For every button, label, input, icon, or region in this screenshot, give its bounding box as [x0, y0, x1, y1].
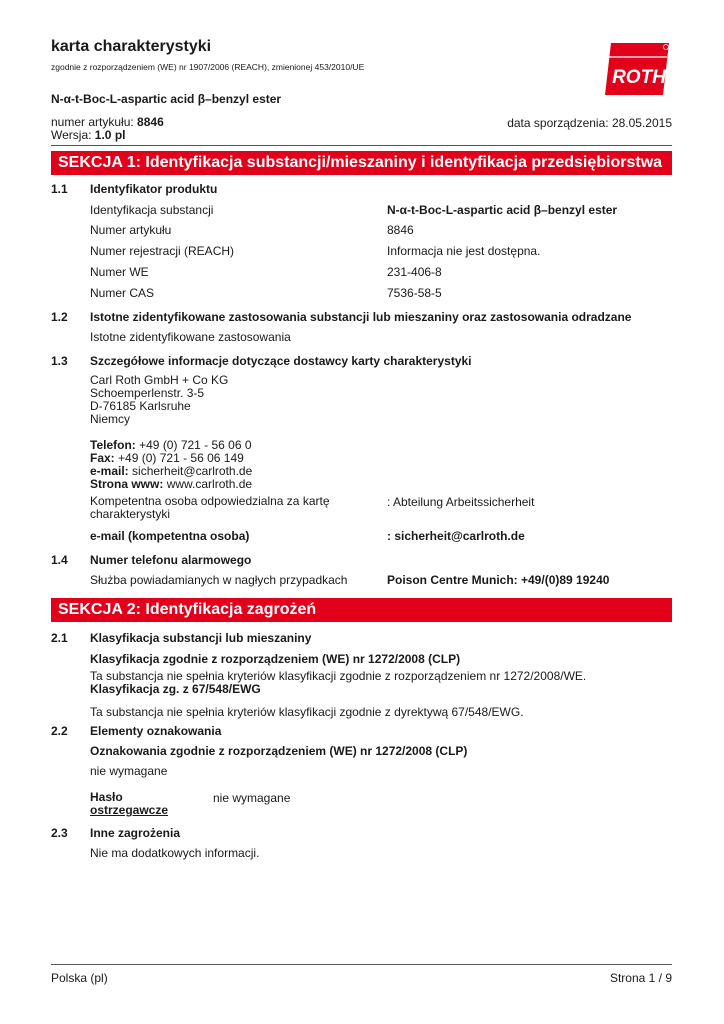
section-1-2-number: 1.2: [51, 310, 68, 324]
section-2-2-heading: Elementy oznakowania: [90, 724, 222, 738]
classification-block: [90, 670, 586, 696]
section-1-3-number: 1.3: [51, 354, 68, 368]
article-label: numer artykułu:: [51, 115, 134, 129]
emergency-service-label: Służba powiadamianych w nagłych przypadkach: [90, 573, 348, 587]
product-name: N-α-t-Boc-L-aspartic acid β–benzyl ester: [51, 92, 282, 106]
section-1-4-number: 1.4: [51, 553, 68, 567]
website-value[interactable]: www.carlroth.de: [166, 477, 253, 491]
cas-number-value: 7536-58-5: [387, 286, 442, 300]
section-1-1-number: 1.1: [51, 182, 68, 196]
footer-page-number: Strona 1 / 9: [609, 971, 672, 985]
competent-email-value[interactable]: : sicherheit@carlroth.de: [387, 529, 525, 543]
supplier-country: Niemcy: [90, 412, 131, 426]
section-2-3-heading: Inne zagrożenia: [90, 826, 181, 840]
signal-word-value: nie wymagane: [213, 791, 291, 805]
section-1-title: SEKCJA 1: Identyfikacja substancji/mieszaniny i identyfikacja przedsiębiorstwa: [51, 151, 672, 175]
fax-label: Fax:: [90, 451, 115, 465]
clp-labelling-heading: Oznakowania zgodnie z rozporządzeniem (WE) nr 1272/2008 (CLP): [90, 744, 468, 758]
competent-person-value: : Abteilung Arbeitssicherheit: [387, 495, 535, 509]
footer-language: Polska (pl): [51, 971, 108, 985]
identification-label: Identyfikacja substancji: [90, 203, 214, 217]
section-2-1-number: 2.1: [51, 631, 68, 645]
email-value[interactable]: sicherheit@carlroth.de: [132, 464, 253, 478]
section-2-2-number: 2.2: [51, 724, 68, 738]
emergency-service-value: Poison Centre Munich: +49/(0)89 19240: [387, 573, 610, 587]
document-title: karta charakterystyki: [51, 38, 212, 55]
identification-value: N-α-t-Boc-L-aspartic acid β–benzyl ester: [387, 203, 618, 217]
supplier-contacts: [90, 439, 252, 491]
identified-uses-text: Istotne zidentyfikowane zastosowania: [90, 330, 291, 344]
email-label: e-mail:: [90, 464, 129, 478]
phone-label: Telefon:: [90, 438, 136, 452]
header-divider: [51, 145, 672, 146]
ec-number-label: Numer WE: [90, 265, 149, 279]
roth-logo: [603, 41, 671, 97]
section-1-4-heading: Numer telefonu alarmowego: [90, 553, 252, 567]
supplier-company: Carl Roth GmbH + Co KG: [90, 373, 229, 387]
version-value: 1.0 pl: [94, 128, 126, 142]
reach-number-label: Numer rejestracji (REACH): [90, 244, 235, 258]
section-2-3-number: 2.3: [51, 826, 68, 840]
section-1-3-heading: Szczegółowe informacje dotyczące dostawcy karty charakterystyki: [90, 354, 472, 368]
supplier-address: [90, 374, 228, 426]
competent-person-label: Kompetentna osoba odpowiedzialna za kartę charakterystyki: [90, 494, 330, 521]
website-label: Strona www:: [90, 477, 164, 491]
clp-classification-heading: Klasyfikacja zgodnie z rozporządzeniem (WE) nr 1272/2008 (CLP): [90, 652, 461, 666]
fax-value: +49 (0) 721 - 56 06 149: [118, 451, 244, 465]
cas-number-label: Numer CAS: [90, 286, 155, 300]
section-1-2-heading: Istotne zidentyfikowane zastosowania substancji lub mieszaniny oraz zastosowania odradzane: [90, 310, 632, 324]
footer-divider: [51, 964, 672, 965]
ec-number-value: 231-406-8: [387, 265, 442, 279]
section-2-title: SEKCJA 2: Identyfikacja zagrożeń: [51, 598, 672, 622]
document-subtitle: zgodnie z rozporządzeniem (WE) nr 1907/2006 (REACH), zmienionej 453/2010/UE: [51, 62, 365, 72]
logo-text: ROTH: [612, 67, 666, 88]
ewg-classification-heading: Klasyfikacja zg. z 67/548/EWG: [90, 682, 261, 696]
reach-number-value: Informacja nie jest dostępna.: [387, 244, 541, 258]
article-value: 8846: [137, 115, 164, 129]
section-2-1-heading: Klasyfikacja substancji lub mieszaniny: [90, 631, 312, 645]
article-number-label: Numer artykułu: [90, 223, 172, 237]
phone-value: +49 (0) 721 - 56 06 0: [139, 438, 252, 452]
section-1-1-heading: Identyfikator produktu: [90, 182, 218, 196]
signal-word-label: Hasło ostrzegawcze: [90, 790, 169, 817]
labelling-text: nie wymagane: [90, 764, 168, 778]
clp-classification-text: Ta substancja nie spełnia kryteriów klasyfikacji zgodnie z rozporządzeniem nr 1272/2008/WE.: [90, 669, 587, 683]
supplier-city: D-76185 Karlsruhe: [90, 399, 191, 413]
article-version-block: [51, 116, 164, 142]
version-label: Wersja:: [51, 128, 92, 142]
competent-email-label: e-mail (kompetentna osoba): [90, 529, 250, 543]
other-hazards-text: Nie ma dodatkowych informacji.: [90, 846, 260, 860]
article-number-value: 8846: [387, 223, 414, 237]
issue-date: data sporządzenia: 28.05.2015: [507, 116, 672, 130]
ewg-classification-text: Ta substancja nie spełnia kryteriów klasyfikacji zgodnie z dyrektywą 67/548/EWG.: [90, 705, 524, 719]
supplier-street: Schoemperlenstr. 3-5: [90, 386, 205, 400]
